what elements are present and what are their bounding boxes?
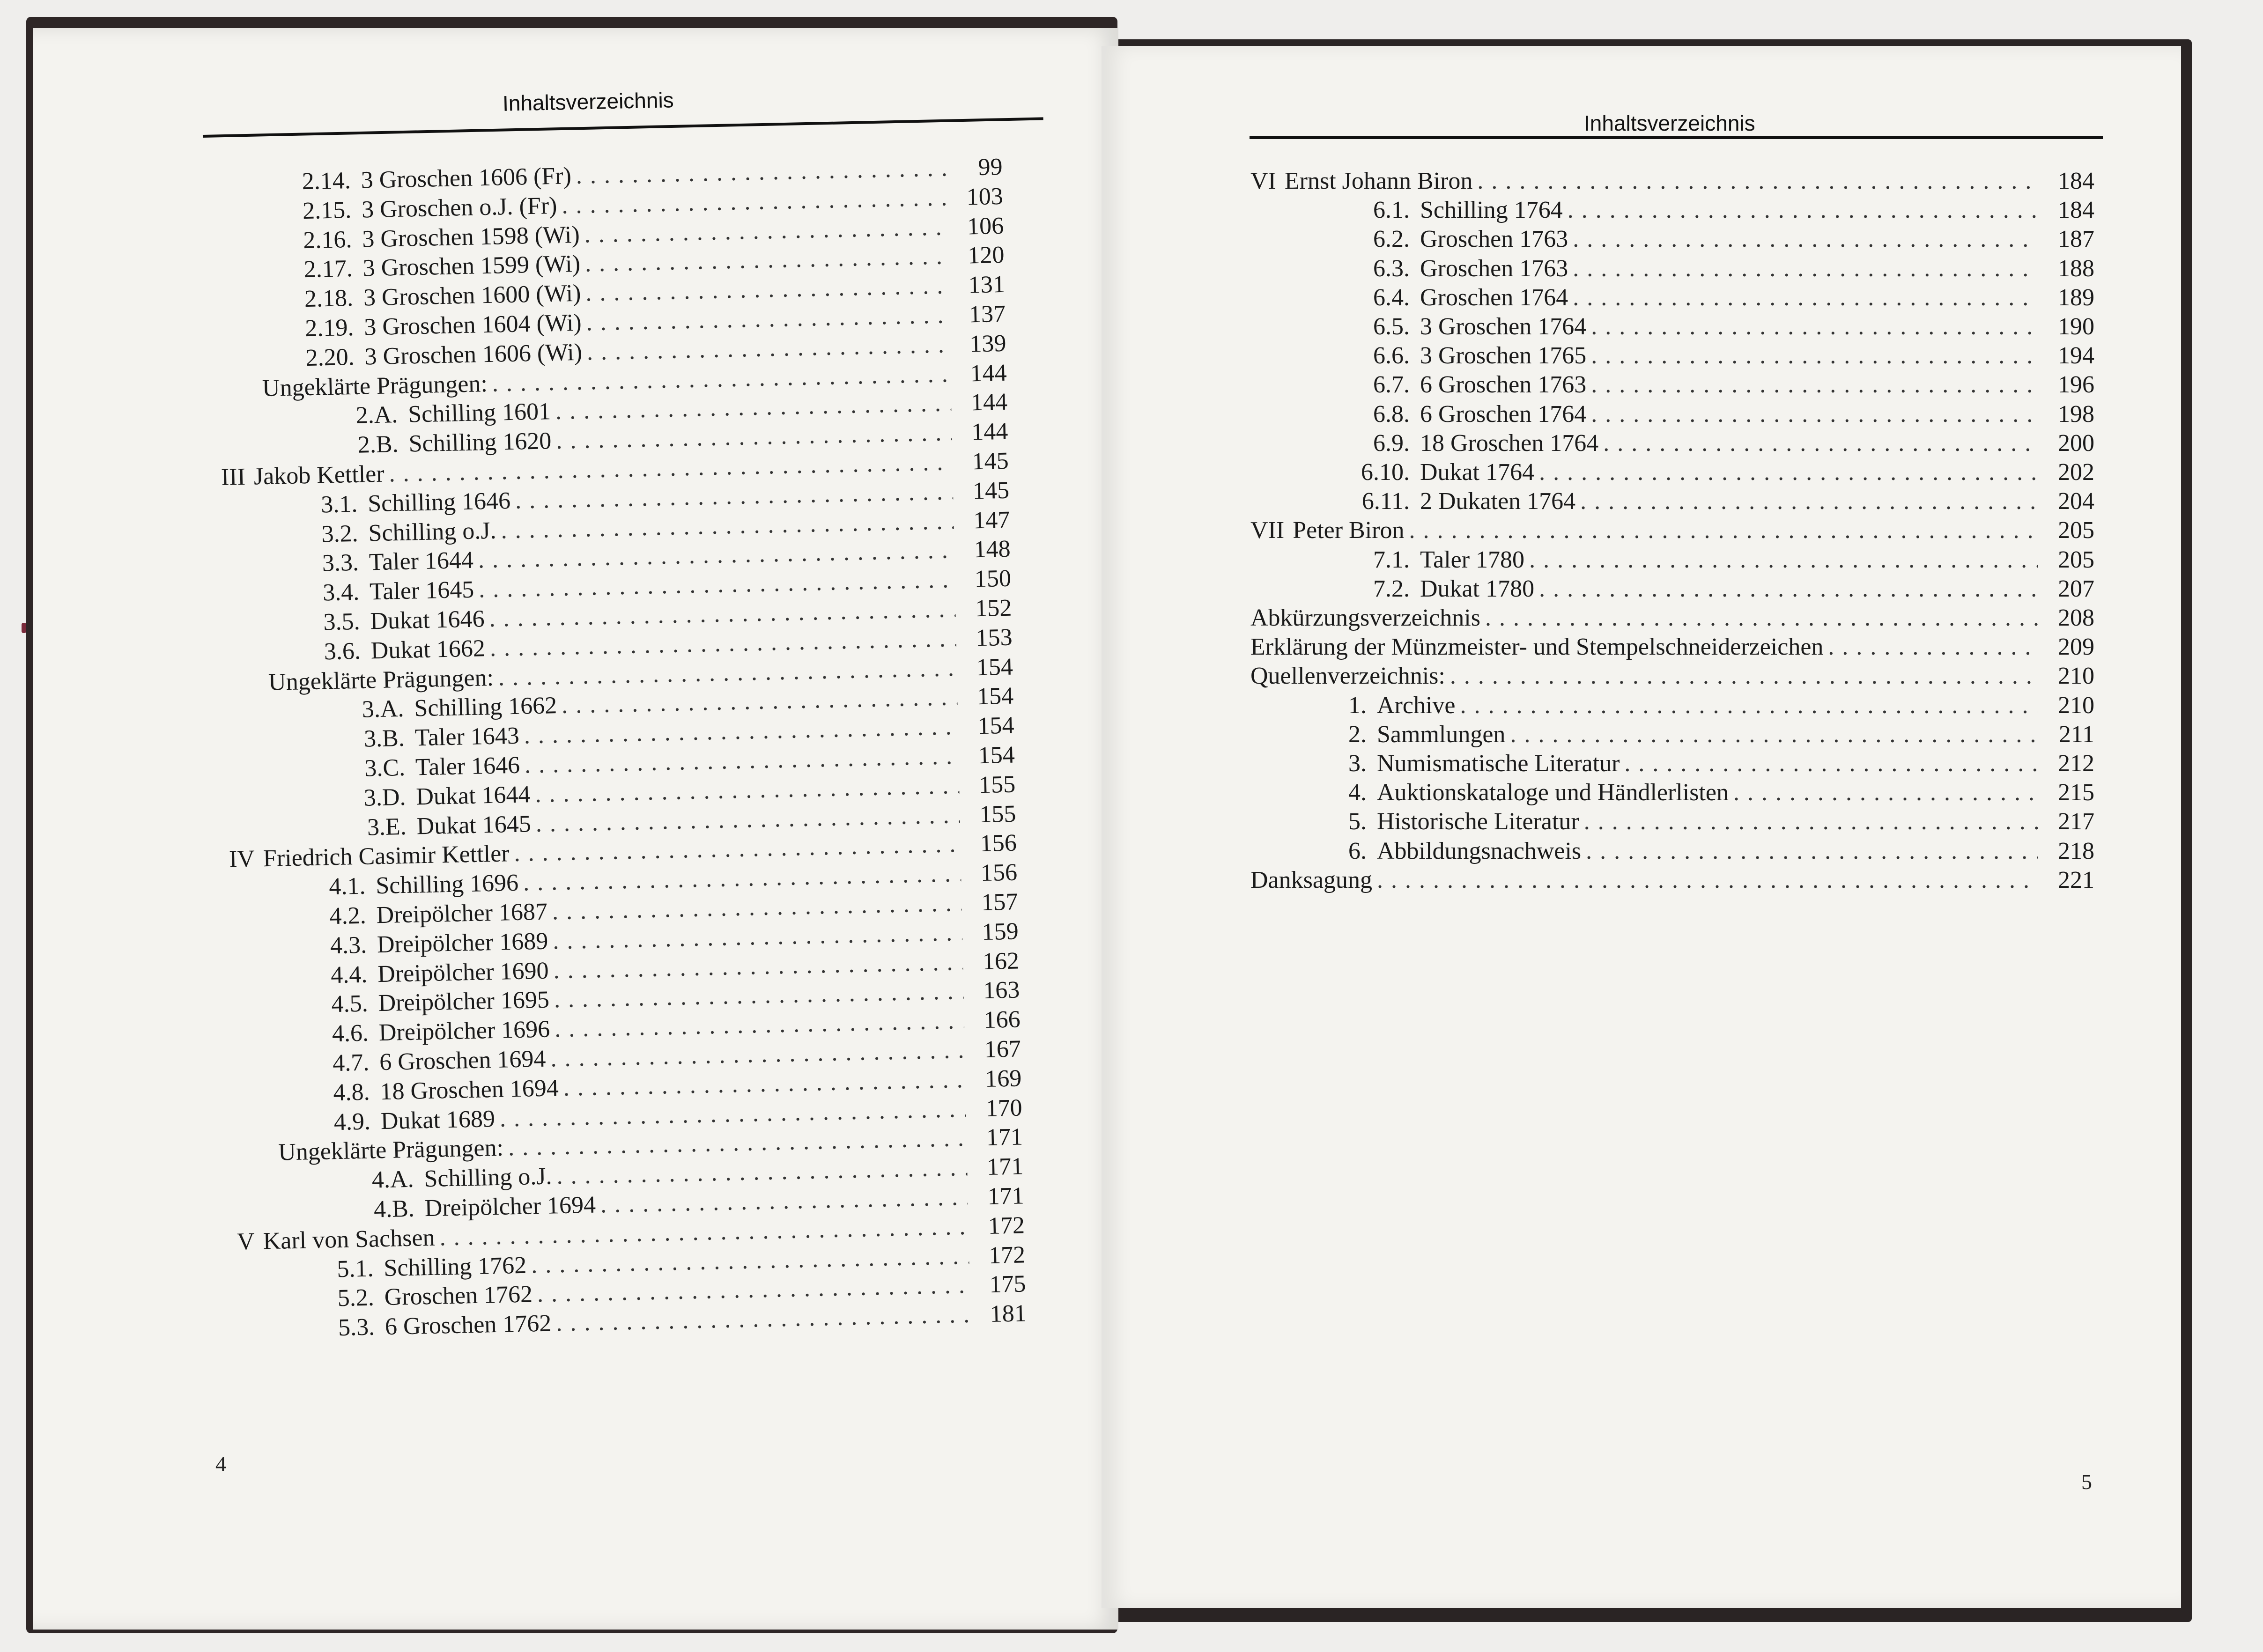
toc-entry-number: 3. <box>1348 750 1367 777</box>
toc-entry-page: 144 <box>971 418 1008 446</box>
toc-entry-page: 215 <box>2058 779 2094 806</box>
toc-entry-title: 3 Groschen 1606 (Wi) <box>364 339 583 370</box>
toc-entry-page: 137 <box>969 300 1006 328</box>
toc-entry-page: 194 <box>2058 342 2094 369</box>
toc-entry <box>1294 312 2094 341</box>
right-page <box>1102 46 2181 1608</box>
toc-entry <box>1294 254 2094 283</box>
toc-entry-title: Dukat 1764 <box>1420 459 1535 486</box>
toc-entry-page: 171 <box>986 1123 1023 1151</box>
toc-entry-number: 4.A. <box>371 1165 414 1194</box>
toc-entry-title: Groschen 1763 <box>1420 255 1568 282</box>
toc-entry-page: 221 <box>2058 866 2094 893</box>
toc-entry-title: Archive <box>1377 692 1456 719</box>
toc-entry-title: Dreipölcher 1696 <box>378 1016 550 1047</box>
toc-leader-dots <box>1404 516 2038 545</box>
toc-entry <box>1250 662 2094 691</box>
toc-entry-number: 6.7. <box>1373 371 1410 398</box>
toc-entry-page: 208 <box>2058 605 2094 631</box>
toc-entry-title: Taler 1780 <box>1420 546 1525 573</box>
toc-entry <box>1250 778 2094 807</box>
toc-entry-title: Jakob Kettler <box>253 460 385 490</box>
toc-entry-title: 3 Groschen 1598 (Wi) <box>362 221 580 253</box>
toc-entry <box>1294 400 2094 429</box>
toc-entry <box>1294 458 2094 487</box>
toc-entry-number: 6.5. <box>1373 313 1410 340</box>
toc-entry-page: 211 <box>2058 721 2094 748</box>
toc-entry-number: 3.B. <box>363 725 405 752</box>
toc-leader-dots <box>1586 341 2038 370</box>
toc-entry-title: 18 Groschen 1694 <box>379 1074 559 1105</box>
toc-entry <box>1250 749 2094 778</box>
toc-entry-number: 4.6. <box>332 1019 369 1047</box>
toc-entry-title: Dukat 1644 <box>415 781 531 811</box>
toc-entry-number: 6.1. <box>1373 197 1410 224</box>
toc-entry-title: Sammlungen <box>1377 721 1506 748</box>
toc-entry-title: Taler 1643 <box>414 722 520 752</box>
toc-entry-title: Peter Biron <box>1293 517 1405 544</box>
toc-entry-title: Ungeklärte Prägungen: <box>278 1135 504 1166</box>
toc-entry-number: 6. <box>1348 837 1367 864</box>
toc-entry-number: 5.3. <box>338 1313 375 1342</box>
toc-entry-number: 3.A. <box>362 695 405 723</box>
toc-entry <box>1294 546 2094 575</box>
toc-entry <box>1294 341 2094 370</box>
toc-entry-title: Ungeklärte Prägungen: <box>262 370 488 402</box>
toc-leader-dots <box>1524 546 2038 575</box>
toc-entry-number: VI <box>1250 168 1276 194</box>
page-header-title: Inhaltsverzeichnis <box>1584 111 1755 135</box>
toc-entry-title: Schilling o.J. <box>423 1163 553 1193</box>
toc-entry-page: 154 <box>977 712 1015 740</box>
toc-entry-title: Ungeklärte Prägungen: <box>268 664 494 696</box>
toc-entry-page: 155 <box>979 800 1017 828</box>
toc-entry-number: 4.9. <box>333 1108 371 1136</box>
toc-entry-title: 3 Groschen o.J. (Fr) <box>361 192 557 223</box>
toc-entry-title: Friedrich Casimir Kettler <box>263 840 510 872</box>
toc-leader-dots <box>1445 662 2038 691</box>
toc-leader-dots <box>1729 778 2038 807</box>
toc-entry-page: 218 <box>2058 837 2094 864</box>
toc-entry-number: 6.4. <box>1373 284 1410 311</box>
toc-entry-title: Schilling o.J. <box>368 517 497 546</box>
toc-entry-number: V <box>237 1228 255 1255</box>
toc-entry-title: Dreipölcher 1690 <box>377 957 549 988</box>
toc-entry-number: 2.18. <box>304 285 354 313</box>
toc-entry-title: Dukat 1646 <box>370 605 485 635</box>
toc-entry <box>1250 633 2094 662</box>
toc-list <box>33 28 1118 1437</box>
toc-entry-title: Abbildungsnachweis <box>1377 837 1582 864</box>
toc-leader-dots <box>1568 225 2038 254</box>
toc-entry <box>1250 516 2094 545</box>
toc-entry <box>1294 487 2094 516</box>
toc-entry-page: 139 <box>969 330 1006 358</box>
toc-entry-page: 188 <box>2058 255 2094 282</box>
toc-entry-title: Schilling 1762 <box>383 1252 527 1282</box>
toc-entry-title: Schilling 1764 <box>1420 197 1563 224</box>
toc-entry-number: 4.8. <box>333 1078 370 1106</box>
toc-entry-title: Groschen 1763 <box>1420 226 1568 253</box>
toc-entry-page: 204 <box>2058 488 2094 515</box>
toc-leader-dots <box>1472 167 2038 196</box>
toc-entry-title: Schilling 1696 <box>375 870 519 900</box>
toc-entry-number: III <box>221 463 246 491</box>
toc-entry-page: 157 <box>981 888 1018 916</box>
toc-entry <box>1250 691 2094 720</box>
toc-entry-number: 2.20. <box>305 343 355 371</box>
toc-entry-page: 205 <box>2058 546 2094 573</box>
toc-entry-page: 172 <box>988 1241 1026 1269</box>
toc-entry-title: Taler 1646 <box>415 752 520 781</box>
toc-entry-page: 184 <box>2058 197 2094 224</box>
toc-entry-number: 3.6. <box>324 637 361 665</box>
toc-leader-dots <box>1455 691 2038 720</box>
toc-entry-title: 6 Groschen 1764 <box>1420 400 1587 428</box>
toc-entry-page: 184 <box>2058 168 2094 194</box>
toc-entry <box>1294 196 2094 225</box>
toc-entry-number: 4.4. <box>330 961 368 988</box>
toc-entry-title: Dreipölcher 1689 <box>377 928 548 958</box>
toc-leader-dots <box>1575 487 2038 516</box>
toc-entry <box>1250 807 2094 836</box>
toc-entry-title: Danksagung <box>1250 866 1372 893</box>
toc-entry-number: 2.17. <box>303 255 353 283</box>
toc-entry-page: 103 <box>966 183 1004 211</box>
toc-entry-number: 6.10. <box>1361 459 1410 486</box>
toc-entry-number: 3.2. <box>321 520 359 548</box>
toc-entry-title: 3 Groschen 1606 (Fr) <box>361 162 572 194</box>
toc-entry-page: 166 <box>984 1006 1021 1034</box>
toc-entry <box>1250 720 2094 749</box>
toc-entry-page: 156 <box>980 859 1018 887</box>
bookmark-ribbon <box>22 623 26 633</box>
toc-entry <box>1294 225 2094 254</box>
toc-entry <box>1250 604 2094 633</box>
toc-leader-dots <box>1534 575 2038 604</box>
toc-entry-page: 154 <box>976 683 1014 710</box>
toc-entry-page: 171 <box>986 1153 1024 1181</box>
toc-entry-page: 159 <box>982 918 1019 945</box>
toc-leader-dots <box>1586 312 2038 341</box>
toc-entry-page: 189 <box>2058 284 2094 311</box>
toc-entry-number: 4.1. <box>328 872 366 900</box>
toc-entry-page: 209 <box>2058 634 2094 661</box>
toc-entry-title: Groschen 1762 <box>384 1281 533 1311</box>
toc-entry-page: 210 <box>2058 692 2094 719</box>
toc-entry-title: Dukat 1780 <box>1420 575 1535 602</box>
toc-entry-number: 2.B. <box>357 431 399 458</box>
toc-entry-number: 3.C. <box>364 754 406 782</box>
toc-entry-title: Schilling 1601 <box>407 398 551 428</box>
toc-entry-page: 99 <box>977 153 1003 181</box>
toc-entry-page: 147 <box>973 506 1010 534</box>
page-number: 4 <box>215 1452 226 1476</box>
toc-entry-page: 190 <box>2058 313 2094 340</box>
toc-entry-page: 175 <box>989 1270 1027 1298</box>
toc-entry <box>1294 575 2094 604</box>
toc-entry-number: IV <box>229 846 255 873</box>
toc-leader-dots <box>1586 370 2038 399</box>
toc-leader-dots <box>1568 283 2038 312</box>
left-page <box>33 28 1118 1630</box>
toc-entry-title: 18 Groschen 1764 <box>1420 429 1599 457</box>
toc-entry-number: 4.B. <box>373 1195 415 1223</box>
toc-entry-number: 6.6. <box>1373 342 1410 369</box>
toc-entry-title: Schilling 1662 <box>414 692 557 722</box>
toc-entry-title: Quellenverzeichnis: <box>1250 663 1445 690</box>
toc-entry-number: 4. <box>1348 779 1367 806</box>
toc-entry-title: Dreipölcher 1695 <box>378 986 550 1017</box>
toc-entry-number: 3.3. <box>322 549 359 577</box>
toc-entry-page: 144 <box>970 359 1007 387</box>
toc-leader-dots <box>1581 837 2038 866</box>
toc-entry-number: 3.E. <box>367 813 407 841</box>
toc-entry-number: 6.3. <box>1373 255 1410 282</box>
toc-entry-number: 2.14. <box>302 167 351 195</box>
toc-entry-number: 4.2. <box>329 902 367 930</box>
toc-entry-page: 205 <box>2058 517 2094 544</box>
toc-entry-page: 187 <box>2058 226 2094 253</box>
toc-entry-number: 3.1. <box>320 490 358 518</box>
toc-leader-dots <box>1579 807 2038 836</box>
toc-entry-title: 6 Groschen 1694 <box>379 1045 547 1076</box>
toc-entry-title: 6 Groschen 1763 <box>1420 371 1587 398</box>
toc-entry-title: Dreipölcher 1694 <box>424 1191 596 1222</box>
toc-entry-title: Dukat 1662 <box>370 635 486 664</box>
toc-entry-title: 3 Groschen 1600 (Wi) <box>363 280 581 311</box>
toc-entry-title: Taler 1645 <box>369 576 474 605</box>
toc-entry-number: 6.9. <box>1373 429 1410 457</box>
toc-entry-page: 162 <box>982 947 1020 975</box>
toc-entry-page: 150 <box>974 565 1012 593</box>
toc-entry-number: 4.5. <box>331 990 369 1018</box>
toc-entry <box>1250 167 2094 196</box>
toc-entry <box>1250 837 2094 866</box>
toc-leader-dots <box>1505 720 2038 749</box>
toc-list <box>1102 46 2181 982</box>
toc-entry-title: Dukat 1645 <box>416 810 532 840</box>
toc-entry-page: 171 <box>987 1182 1025 1210</box>
toc-entry-title: 3 Groschen 1765 <box>1420 342 1587 369</box>
toc-entry-page: 200 <box>2058 429 2094 457</box>
toc-entry-page: 196 <box>2058 371 2094 398</box>
toc-entry-title: 3 Groschen 1599 (Wi) <box>362 251 581 282</box>
toc-leader-dots <box>1586 400 2038 429</box>
toc-leader-dots <box>1823 633 2038 662</box>
toc-entry-title: Schilling 1646 <box>367 487 511 517</box>
toc-entry-page: 144 <box>970 389 1008 416</box>
toc-entry-title: Historische Literatur <box>1377 808 1579 835</box>
toc-entry-number: 5.1. <box>336 1255 374 1283</box>
toc-entry-title: Schilling 1620 <box>408 428 552 457</box>
toc-entry <box>1294 283 2094 312</box>
toc-leader-dots <box>1534 458 2038 487</box>
toc-entry-page: 163 <box>983 976 1020 1004</box>
toc-entry-page: 217 <box>2058 808 2094 835</box>
toc-entry-number: VII <box>1250 517 1285 544</box>
toc-entry-page: 154 <box>976 653 1013 681</box>
toc-leader-dots <box>1563 196 2038 225</box>
toc-entry-number: 7.2. <box>1373 575 1410 602</box>
page-number: 5 <box>2081 1470 2092 1494</box>
toc-entry-number: 2.A. <box>355 401 398 429</box>
toc-entry-page: 170 <box>985 1094 1023 1122</box>
toc-entry-title: 3 Groschen 1604 (Wi) <box>363 309 582 341</box>
toc-entry-number: 5.2. <box>337 1284 375 1312</box>
toc-entry-title: Karl von Sachsen <box>263 1224 436 1255</box>
toc-entry-number: 7.1. <box>1373 546 1410 573</box>
toc-entry-title: 2 Dukaten 1764 <box>1420 488 1576 515</box>
toc-entry-page: 148 <box>974 536 1011 563</box>
toc-entry-title: Numismatische Literatur <box>1377 750 1620 777</box>
toc-entry-page: 198 <box>2058 400 2094 428</box>
toc-entry-page: 145 <box>972 447 1009 475</box>
toc-entry-title: Dukat 1689 <box>380 1105 495 1135</box>
toc-entry-number: 3.4. <box>322 579 360 606</box>
toc-entry-page: 153 <box>975 624 1013 652</box>
toc-entry-page: 155 <box>978 771 1016 798</box>
toc-entry-page: 207 <box>2058 575 2094 602</box>
page-header-title: Inhaltsverzeichnis <box>502 88 674 116</box>
toc-entry-page: 212 <box>2058 750 2094 777</box>
toc-entry-page: 154 <box>978 741 1015 769</box>
toc-leader-dots <box>1598 429 2038 458</box>
toc-entry-number: 2.19. <box>304 314 354 342</box>
toc-entry-number: 2.15. <box>302 196 352 224</box>
toc-entry-number: 4.7. <box>332 1049 370 1077</box>
toc-entry-title: 6 Groschen 1762 <box>385 1310 552 1341</box>
toc-entry-title: Dreipölcher 1687 <box>376 898 548 929</box>
toc-entry-title: Abkürzungsverzeichnis <box>1250 605 1480 631</box>
toc-entry-page: 210 <box>2058 663 2094 690</box>
toc-entry-number: 5. <box>1348 808 1367 835</box>
toc-entry-page: 156 <box>980 829 1017 857</box>
toc-entry-page: 167 <box>984 1035 1021 1063</box>
toc-entry <box>1294 429 2094 458</box>
toc-entry-number: 6.8. <box>1373 400 1410 428</box>
toc-entry-page: 131 <box>968 271 1006 299</box>
toc-entry-title: Auktionskataloge und Händlerlisten <box>1377 779 1729 806</box>
toc-entry-number: 3.D. <box>363 783 406 811</box>
toc-entry-page: 202 <box>2058 459 2094 486</box>
toc-leader-dots <box>1620 749 2038 778</box>
toc-entry <box>1250 866 2094 895</box>
toc-entry-number: 6.11. <box>1361 488 1410 515</box>
toc-entry-number: 6.2. <box>1373 226 1410 253</box>
toc-entry-page: 152 <box>975 594 1012 622</box>
toc-entry-title: Taler 1644 <box>369 547 474 576</box>
toc-entry-number: 2.16. <box>303 226 353 254</box>
toc-entry-number: 1. <box>1348 692 1367 719</box>
toc-entry <box>1294 370 2094 399</box>
toc-entry-title: 3 Groschen 1764 <box>1420 313 1587 340</box>
toc-entry-number: 2. <box>1348 721 1367 748</box>
toc-leader-dots <box>1480 604 2038 633</box>
toc-leader-dots <box>1372 866 2038 895</box>
toc-entry-page: 172 <box>988 1212 1025 1239</box>
toc-entry-page: 120 <box>967 242 1005 269</box>
toc-leader-dots <box>1568 254 2038 283</box>
toc-entry-page: 181 <box>990 1300 1027 1328</box>
toc-entry-page: 169 <box>984 1065 1022 1092</box>
toc-entry-page: 106 <box>967 212 1004 240</box>
toc-entry-page: 145 <box>972 477 1010 505</box>
toc-entry-title: Erklärung der Münzmeister- und Stempelschneiderzeichen <box>1250 634 1824 661</box>
toc-entry-number: 4.3. <box>330 931 367 959</box>
toc-entry-title: Groschen 1764 <box>1420 284 1568 311</box>
toc-entry-title: Ernst Johann Biron <box>1284 168 1473 194</box>
toc-entry-number: 3.5. <box>323 608 361 636</box>
